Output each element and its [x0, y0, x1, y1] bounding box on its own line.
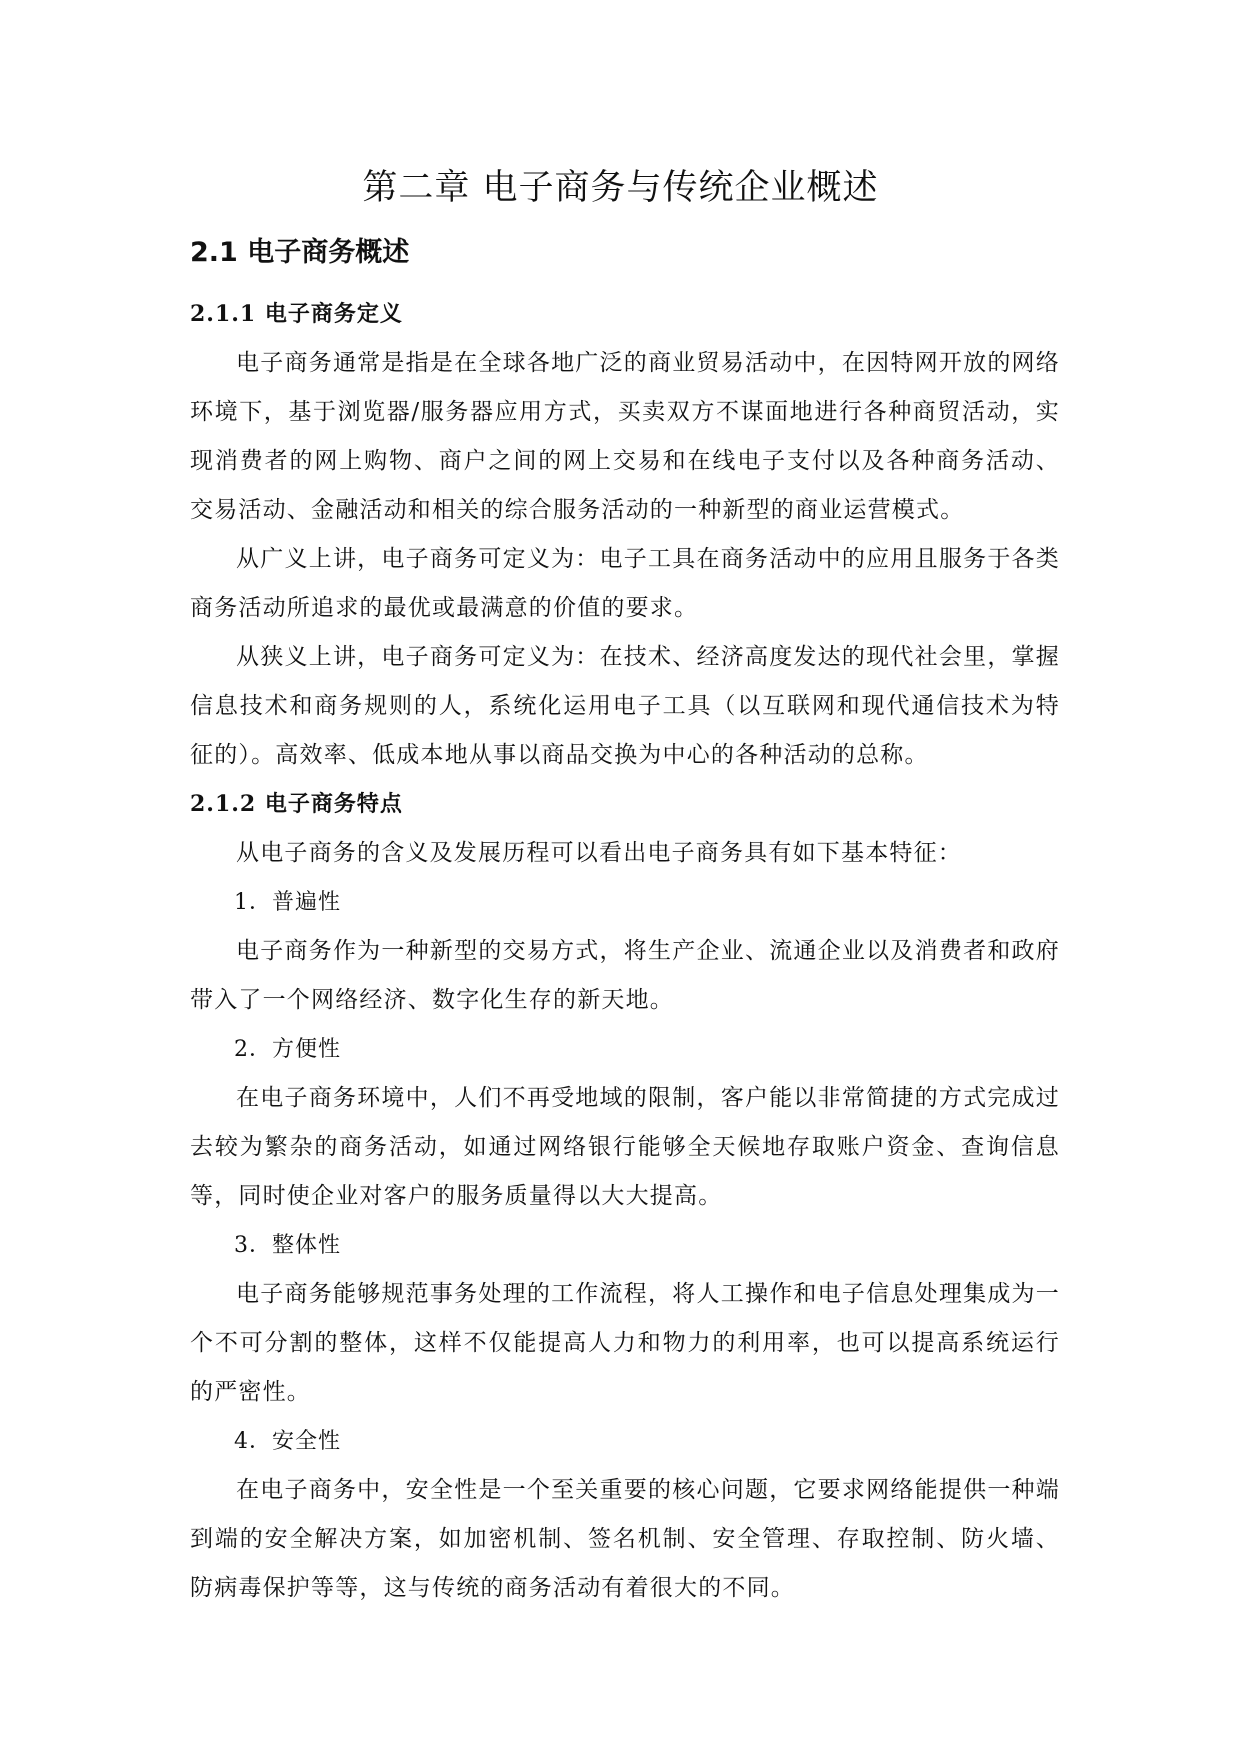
chapter-title: 第二章 电子商务与传统企业概述 — [362, 168, 879, 208]
narrow-definition-paragraph: 从狭义上讲，电子商务可定义为：在技术、经济高度发达的现代社会里，掌握信息技术和商务规则的人，系统化运用电子工具（以互联网和现代通信技术为特征的）。高效率、低成本地从事以商品交换为中心的各种活动的总称。 — [190, 644, 1060, 768]
feature-title-integrity: 3．整体性 — [234, 1233, 341, 1258]
feature-title-convenience: 2．方便性 — [234, 1037, 341, 1062]
feature-title-security: 4．安全性 — [234, 1429, 341, 1454]
feature-text-security: 在电子商务中，安全性是一个至关重要的核心问题，它要求网络能提供一种端到端的安全解决方案，如加密机制、签名机制、安全管理、存取控制、防火墙、防病毒保护等等，这与传统的商务活动有着很大的不同。 — [190, 1477, 1060, 1601]
definition-paragraph: 电子商务通常是指是在全球各地广泛的商业贸易活动中，在因特网开放的网络环境下，基于浏览器/服务器应用方式，买卖双方不谋面地进行各种商贸活动，实现消费者的网上购物、商户之间的网上交易和在线电子支付以及各种商务活动、交易活动、金融活动和相关的综合服务活动的一种新型的商业运营模式。 — [190, 350, 1060, 523]
section-heading: 2.1 电子商务概述 — [190, 237, 410, 268]
feature-text-integrity: 电子商务能够规范事务处理的工作流程，将人工操作和电子信息处理集成为一个不可分割的整体，这样不仅能提高人力和物力的利用率，也可以提高系统运行的严密性。 — [190, 1281, 1060, 1405]
subsection-heading-features: 2.1.2 电子商务特点 — [190, 791, 403, 817]
features-intro-paragraph: 从电子商务的含义及发展历程可以看出电子商务具有如下基本特征： — [236, 840, 962, 866]
feature-title-universality: 1．普遍性 — [234, 890, 341, 915]
broad-definition-paragraph: 从广义上讲，电子商务可定义为：电子工具在商务活动中的应用且服务于各类商务活动所追求的最优或最满意的价值的要求。 — [190, 546, 1060, 621]
feature-text-universality: 电子商务作为一种新型的交易方式，将生产企业、流通企业以及消费者和政府带入了一个网络经济、数字化生存的新天地。 — [190, 938, 1060, 1013]
document-body — [190, 228, 1060, 1613]
feature-text-convenience: 在电子商务环境中，人们不再受地域的限制，客户能以非常简捷的方式完成过去较为繁杂的商务活动，如通过网络银行能够全天候地存取账户资金、查询信息等，同时使企业对客户的服务质量得以大大提高。 — [190, 1085, 1060, 1209]
subsection-heading-definition: 2.1.1 电子商务定义 — [190, 301, 403, 327]
